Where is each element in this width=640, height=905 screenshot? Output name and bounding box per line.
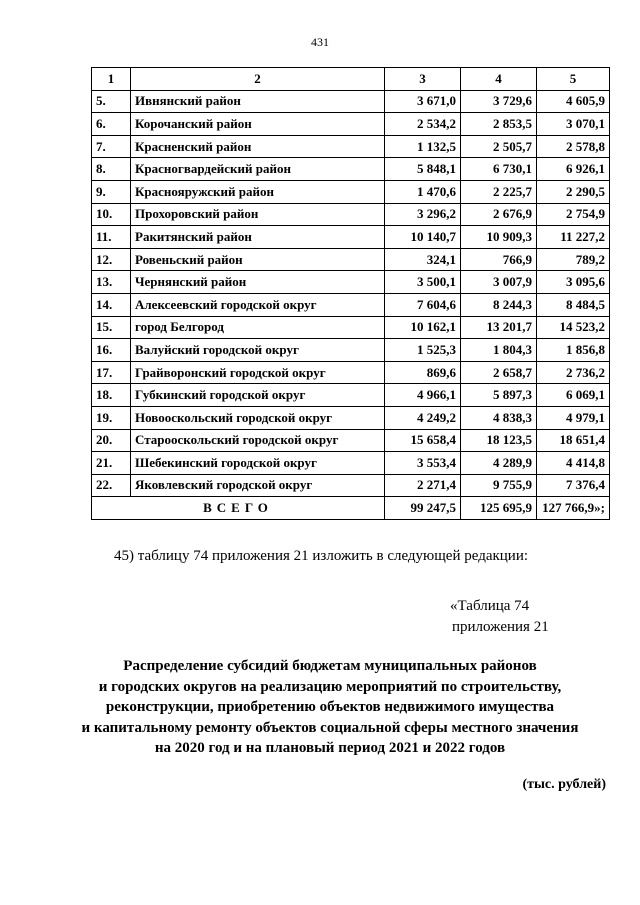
district-name-cell: Шебекинский городской округ <box>131 452 385 475</box>
value-2021-cell: 4 838,3 <box>461 406 537 429</box>
value-2021-cell: 2 225,7 <box>461 180 537 203</box>
value-2021-cell: 13 201,7 <box>461 316 537 339</box>
total-row <box>92 497 610 520</box>
title-line: и городских округов на реализацию мероприятий по строительству, <box>98 678 562 695</box>
value-2021-cell: 9 755,9 <box>461 474 537 497</box>
value-2020-cell: 7 604,6 <box>385 293 461 316</box>
value-2022-cell: 18 651,4 <box>537 429 610 452</box>
value-2022-cell: 1 856,8 <box>537 339 610 362</box>
value-2022-cell: 3 070,1 <box>537 113 610 136</box>
instruction-text: 45) таблицу 74 приложения 21 изложить в следующей редакции: <box>114 548 529 564</box>
value-2020-cell: 1 132,5 <box>385 135 461 158</box>
value-2020-cell: 4 966,1 <box>385 384 461 407</box>
row-number-cell: 13. <box>92 271 131 294</box>
value-2020-cell: 869,6 <box>385 361 461 384</box>
units-label: (тыс. рублей) <box>522 777 606 792</box>
value-2021-cell: 2 505,7 <box>461 135 537 158</box>
table-row <box>92 384 610 407</box>
row-number-cell: 11. <box>92 226 131 249</box>
value-2020-cell: 3 553,4 <box>385 452 461 475</box>
district-name-cell: Красногвардейский район <box>131 158 385 181</box>
district-name-cell: Ровеньский район <box>131 248 385 271</box>
row-number-cell: 5. <box>92 90 131 113</box>
value-2022-cell: 8 484,5 <box>537 293 610 316</box>
value-2022-cell: 2 290,5 <box>537 180 610 203</box>
header-cell: 2 <box>131 68 385 91</box>
value-2022-cell: 2 736,2 <box>537 361 610 384</box>
value-2020-cell: 3 671,0 <box>385 90 461 113</box>
district-name-cell: Губкинский городской округ <box>131 384 385 407</box>
table-row <box>92 248 610 271</box>
title-line: реконструкции, приобретению объектов недвижимого имущества <box>105 699 555 715</box>
district-name-cell: Старооскольский городской округ <box>131 429 385 452</box>
district-name-cell: Яковлевский городской округ <box>131 474 385 497</box>
value-2020-cell: 324,1 <box>385 248 461 271</box>
district-name-cell: Чернянский район <box>131 271 385 294</box>
value-2021-cell: 6 730,1 <box>461 158 537 181</box>
district-name-cell: Алексеевский городской округ <box>131 293 385 316</box>
value-2022-cell: 4 605,9 <box>537 90 610 113</box>
row-number-cell: 20. <box>92 429 131 452</box>
row-number-cell: 8. <box>92 158 131 181</box>
table-row <box>92 406 610 429</box>
value-2020-cell: 15 658,4 <box>385 429 461 452</box>
value-2021-cell: 766,9 <box>461 248 537 271</box>
table-row <box>92 113 610 136</box>
row-number-cell: 16. <box>92 339 131 362</box>
table-row <box>92 429 610 452</box>
row-number-cell: 22. <box>92 474 131 497</box>
value-2022-cell: 789,2 <box>537 248 610 271</box>
subsidy-table <box>91 67 610 520</box>
row-number-cell: 19. <box>92 406 131 429</box>
header-cell: 4 <box>461 68 537 91</box>
table-row <box>92 90 610 113</box>
row-number-cell: 17. <box>92 361 131 384</box>
row-number-cell: 14. <box>92 293 131 316</box>
row-number-cell: 7. <box>92 135 131 158</box>
district-name-cell: Грайворонский городской округ <box>131 361 385 384</box>
table-row <box>92 293 610 316</box>
table-row <box>92 316 610 339</box>
district-name-cell: Ивнянский район <box>131 90 385 113</box>
value-2021-cell: 8 244,3 <box>461 293 537 316</box>
value-2022-cell: 4 414,8 <box>537 452 610 475</box>
table-row <box>92 361 610 384</box>
value-2020-cell: 10 140,7 <box>385 226 461 249</box>
table-row <box>92 158 610 181</box>
table-row <box>92 180 610 203</box>
value-2021-cell: 1 804,3 <box>461 339 537 362</box>
table-reference-line: приложения 21 <box>452 619 549 635</box>
table-reference-line: «Таблица 74 <box>450 598 530 614</box>
value-2020-cell: 4 249,2 <box>385 406 461 429</box>
row-number-cell: 10. <box>92 203 131 226</box>
district-name-cell: Прохоровский район <box>131 203 385 226</box>
value-2022-cell: 4 979,1 <box>537 406 610 429</box>
total-value-cell: 125 695,9 <box>461 497 537 520</box>
value-2021-cell: 2 658,7 <box>461 361 537 384</box>
row-number-cell: 18. <box>92 384 131 407</box>
value-2021-cell: 3 729,6 <box>461 90 537 113</box>
header-cell: 1 <box>92 68 131 91</box>
header-cell: 5 <box>537 68 610 91</box>
value-2020-cell: 1 470,6 <box>385 180 461 203</box>
total-value-cell: 99 247,5 <box>385 497 461 520</box>
row-number-cell: 9. <box>92 180 131 203</box>
table-header-row <box>92 68 610 91</box>
value-2022-cell: 3 095,6 <box>537 271 610 294</box>
table-row <box>92 474 610 497</box>
value-2021-cell: 18 123,5 <box>461 429 537 452</box>
value-2021-cell: 10 909,3 <box>461 226 537 249</box>
title-line: и капитальному ремонту объектов социальной сферы местного значения <box>81 719 579 736</box>
value-2022-cell: 11 227,2 <box>537 226 610 249</box>
value-2022-cell: 6 926,1 <box>537 158 610 181</box>
header-cell: 3 <box>385 68 461 91</box>
title-line: на 2020 год и на плановый период 2021 и 2022 годов <box>154 740 506 756</box>
district-name-cell: Красненский район <box>131 135 385 158</box>
value-2022-cell: 14 523,2 <box>537 316 610 339</box>
row-number-cell: 12. <box>92 248 131 271</box>
value-2020-cell: 10 162,1 <box>385 316 461 339</box>
value-2022-cell: 2 578,8 <box>537 135 610 158</box>
value-2021-cell: 4 289,9 <box>461 452 537 475</box>
title-line: Распределение субсидий бюджетам муниципальных районов <box>123 658 537 674</box>
page-number: 431 <box>311 35 329 49</box>
value-2021-cell: 5 897,3 <box>461 384 537 407</box>
document-title <box>60 656 600 759</box>
row-number-cell: 6. <box>92 113 131 136</box>
value-2020-cell: 1 525,3 <box>385 339 461 362</box>
total-value-cell: 127 766,9»; <box>537 497 610 520</box>
value-2020-cell: 2 534,2 <box>385 113 461 136</box>
total-label: ВСЕГО <box>92 497 385 520</box>
table-reference <box>450 596 549 638</box>
district-name-cell: Краснояружский район <box>131 180 385 203</box>
table-row <box>92 226 610 249</box>
value-2020-cell: 5 848,1 <box>385 158 461 181</box>
row-number-cell: 15. <box>92 316 131 339</box>
district-name-cell: город Белгород <box>131 316 385 339</box>
value-2021-cell: 3 007,9 <box>461 271 537 294</box>
value-2022-cell: 6 069,1 <box>537 384 610 407</box>
value-2020-cell: 2 271,4 <box>385 474 461 497</box>
table-row <box>92 135 610 158</box>
table-row <box>92 271 610 294</box>
district-name-cell: Корочанский район <box>131 113 385 136</box>
table-row <box>92 339 610 362</box>
value-2022-cell: 2 754,9 <box>537 203 610 226</box>
table-row <box>92 452 610 475</box>
district-name-cell: Валуйский городской округ <box>131 339 385 362</box>
value-2021-cell: 2 853,5 <box>461 113 537 136</box>
value-2022-cell: 7 376,4 <box>537 474 610 497</box>
value-2020-cell: 3 500,1 <box>385 271 461 294</box>
district-name-cell: Ракитянский район <box>131 226 385 249</box>
table-row <box>92 203 610 226</box>
value-2020-cell: 3 296,2 <box>385 203 461 226</box>
row-number-cell: 21. <box>92 452 131 475</box>
value-2021-cell: 2 676,9 <box>461 203 537 226</box>
district-name-cell: Новооскольский городской округ <box>131 406 385 429</box>
